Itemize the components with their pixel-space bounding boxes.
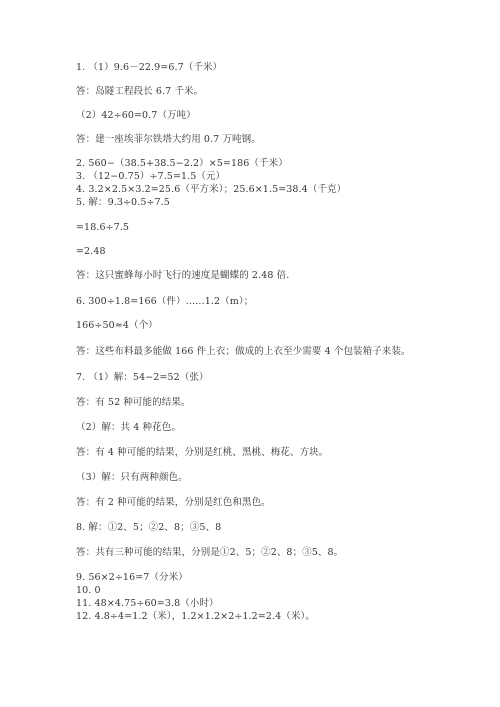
answer-6: 6. 300÷1.8=166（件）……1.2（m）； — [76, 296, 254, 307]
answer-8: 8. 解：①2、5；②2、8；③5、8 — [76, 522, 222, 533]
answer-2: 2. 560−（38.5+38.5−2.2）×5=186（千米） — [76, 158, 288, 169]
answer-7-3-reply: 答：有 2 种可能的结果，分别是红色和黑色。 — [76, 497, 271, 508]
answer-6-reply: 答：这些布料最多能做 166 件上衣；做成的上衣至少需要 4 个包装箱子来装。 — [76, 346, 411, 357]
answer-5-step-2: =2.48 — [76, 246, 106, 257]
answer-6-step: 166÷50≈4（个） — [76, 320, 158, 331]
answer-1-2-reply: 答：建一座埃菲尔铁塔大约用 0.7 万吨钢。 — [76, 134, 261, 145]
answer-3: 3. （12−0.75）÷7.5=1.5（元） — [76, 171, 226, 182]
answer-10: 10. 0 — [76, 585, 101, 596]
answer-1-2: （2）42÷60=0.7（万吨） — [76, 110, 196, 121]
answer-7-1-reply: 答：有 52 种可能的结果。 — [76, 397, 191, 408]
answer-5: 5. 解：9.3÷0.5÷7.5 — [76, 197, 170, 208]
answer-11: 11. 48×4.75÷60=3.8（小时） — [76, 598, 219, 609]
answer-7-3: （3）解：只有两种颜色。 — [76, 472, 188, 483]
answer-5-reply: 答：这只蜜蜂每小时飞行的速度是蝴蝶的 2.48 倍. — [76, 270, 290, 281]
answer-8-reply: 答：共有三种可能的结果，分别是①2、5；②2、8；③5、8。 — [76, 547, 344, 558]
answer-1-1-reply: 答：岛隧工程段长 6.7 千米。 — [76, 86, 204, 97]
answer-12: 12. 4.8÷4=1.2（米），1.2×1.2×2÷1.2=2.4（米）。 — [76, 611, 315, 622]
answer-1-1: 1. （1）9.6－22.9=6.7（千米） — [76, 62, 223, 73]
answer-7-2-reply: 答：有 4 种可能的结果，分别是红桃、黑桃、梅花、方块。 — [76, 447, 329, 458]
answer-7-2: （2）解：共 4 种花色。 — [76, 422, 181, 433]
answer-7-1: 7. （1）解：54−2=52（张） — [76, 372, 209, 383]
answer-5-step-1: =18.6÷7.5 — [76, 222, 130, 233]
answer-9: 9. 56×2÷16=7（分米） — [76, 572, 188, 583]
answer-4: 4. 3.2×2.5×3.2=25.6（平方米）；25.6×1.5=38.4（千克） — [76, 184, 347, 195]
